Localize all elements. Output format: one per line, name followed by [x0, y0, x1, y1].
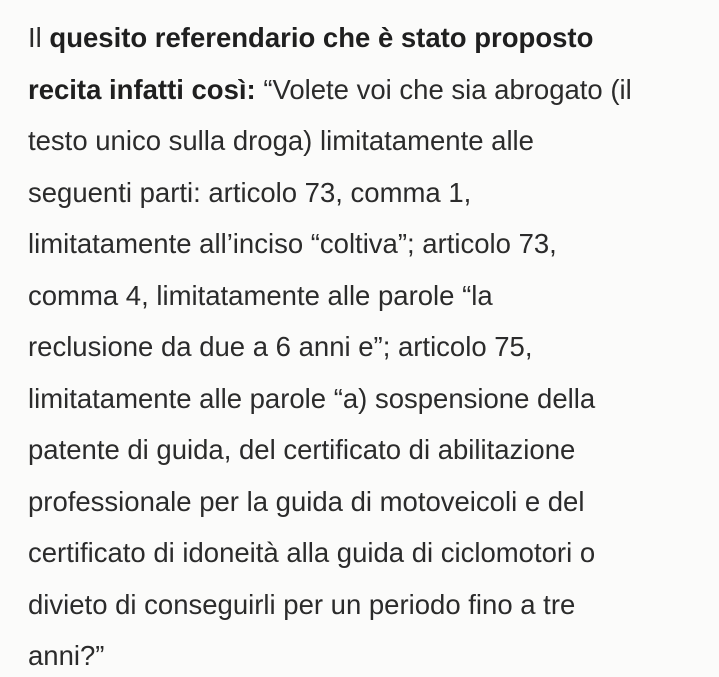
text-line [28, 476, 701, 528]
line-text: professionale per la guida di motoveicoli e del [28, 485, 585, 517]
bold-text: quesito referendario che è stato proposto [49, 22, 594, 53]
line-text: testo unico sulla droga) limitatamente alle [28, 125, 534, 156]
line-text: anni?” [28, 640, 105, 671]
text-line [28, 64, 701, 116]
line-text: patente di guida, del certificato di abilitazione [28, 434, 576, 465]
line-text: limitatamente alle parole “a) sospensione della [28, 382, 596, 414]
line-text: comma 4, limitatamente alle parole “la [28, 279, 493, 311]
text-line [28, 321, 701, 373]
text-line [28, 12, 701, 64]
text-line [28, 579, 701, 631]
text-line [28, 373, 701, 425]
text-line [28, 167, 701, 219]
text-line [28, 218, 701, 270]
text-line [28, 115, 701, 167]
line-text: certificato di idoneità alla guida di ciclomotori o [28, 537, 596, 568]
text-line [28, 424, 701, 476]
referendum-paragraph [28, 12, 701, 677]
text-line [28, 630, 701, 677]
bold-text: recita infatti così: [28, 73, 256, 105]
text-line [28, 270, 701, 322]
text-line [28, 527, 701, 579]
line-prefix: Il [28, 22, 50, 53]
line-text: divieto di conseguirli per un periodo fino a tre [28, 588, 576, 620]
line-text: reclusione da due a 6 anni e”; articolo 75, [28, 331, 533, 362]
line-text: “Volete voi che sia abrogato (il [255, 73, 632, 105]
line-text: limitatamente all’inciso “coltiva”; articolo 73, [28, 228, 557, 259]
line-text: seguenti parti: articolo 73, comma 1, [28, 176, 472, 208]
